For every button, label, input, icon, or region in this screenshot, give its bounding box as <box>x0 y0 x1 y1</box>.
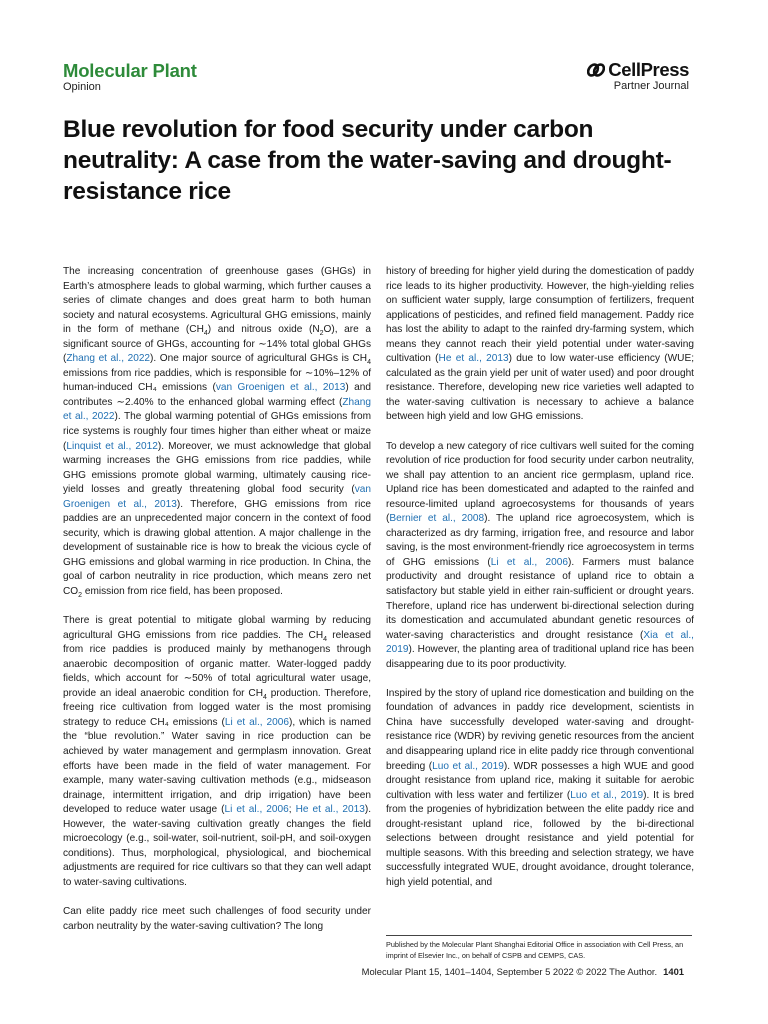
left-column <box>63 265 371 949</box>
text-run: ). The global warming potential of GHGs emissions from rice systems is roughly four times higher than either wheat or maize ( <box>63 411 372 452</box>
body-paragraph <box>63 265 371 600</box>
journal-name: Molecular Plant <box>63 60 197 81</box>
citation-link[interactable]: He et al., 2013 <box>438 353 509 365</box>
publication-footnote: Published by the Molecular Plant Shanghai Editorial Office in association with Cell Press, an imprint of Elsevier Inc., on behalf of CSPB and CEMPS, CAS. <box>386 935 692 961</box>
text-run: ). However, the planting area of traditional upland rice has been disappearing due to its poor productivity. <box>386 644 694 670</box>
subscript: 4 <box>323 635 328 643</box>
citation-link[interactable]: Luo et al., 2019 <box>570 789 644 801</box>
text-run: history of breeding for higher yield during the domestication of paddy rice leads to its higher productivity. However, the high-yielding relies on sufficient water supply, large consumption of fertilizers, frequent applications of pesticides, and refined field management. Paddy rice has lost the ability to adapt to the rainfed dry-farming system, which means they cannot reach their yield potential under water-saving cultivation ( <box>386 266 694 365</box>
cellpress-logo-icon <box>587 62 605 78</box>
text-run: emissions from rice paddies, which is responsible for ∼10%–12% of human-induced CH₄ emissions ( <box>63 367 371 394</box>
body-paragraph <box>386 687 694 891</box>
publisher-logo <box>587 60 689 80</box>
citation-link[interactable]: Li et al., 2006 <box>224 804 289 816</box>
text-run: ). The upland rice agroecosystem, which is characterized as dry farming, irrigation free, and resource and labor saving, is the most environment-friendly rice agroecosystem in terms of GHG emissions ( <box>386 513 695 568</box>
publisher-subtitle: Partner Journal <box>613 80 689 92</box>
text-run: released from rice paddies is produced mainly by methanogens through anaerobic decomposition of organic matter. Water-logged paddy fields, which account for ∼50% of total agricultural water usage, provide an ideal anaerobic condition for CH <box>63 629 371 699</box>
citation-link[interactable]: Zhang et al., 2022 <box>66 353 151 365</box>
citation-link[interactable]: Linquist et al., 2012 <box>66 440 158 452</box>
text-run: ). Farmers must balance productivity and drought resistance of upland rice to obtain a satisfactory but stable yield in either rain-sufficient or drought years. Therefore, upland rice has underwent bi-directional selection during its domestication and accumulated abundant genetic resources of water-saving characteristics and drought resistance ( <box>386 556 695 641</box>
text-run: ) and nitrous oxide (N <box>207 324 320 336</box>
subscript: 4 <box>203 330 208 338</box>
body-paragraph <box>63 614 371 890</box>
text-run: production. Therefore, freeing rice cultivation from logged water is the most promising strategy to reduce CH₄ emissions ( <box>63 687 371 728</box>
subscript: 4 <box>263 693 267 701</box>
citation-link[interactable]: He et al., 2013 <box>295 804 365 816</box>
article-type: Opinion <box>63 81 101 93</box>
publisher-block <box>587 60 689 93</box>
text-run: emission from rice field, has been proposed. <box>82 586 283 598</box>
subscript: 2 <box>319 330 324 338</box>
text-run: To develop a new category of rice cultivars well suited for the coming revolution of rice production for food security under carbon neutrality, we shall pay attention to an ancient rice germplasm, upland rice. Upland rice has been domesticated and adapted to the rainfed and resource-limited upland agroecosystems for thousands of years ( <box>386 440 694 525</box>
citation-link[interactable]: van Groenigen et al., 2013 <box>63 484 371 510</box>
text-run: ), which is named the “blue revolution.” Water saving in rice production can be achieved by water management and germplasm innovation. Great efforts have been made in the field of water management. For example, many water-saving cultivation methods (e.g., midseason drainage, intermittent irrigation, and drip irrigation) have been developed to reduce water usage ( <box>63 716 371 816</box>
text-run: ). It is bred from the progenies of hybridization between the elite paddy rice and drought-resistant upland rice, followed by the bi-directional selections between drought resistance and yield potential for multiple seasons. With this breeding and selection strategy, we have successfully integrated WUE, drought avoidance, drought tolerance, high yield potential, and <box>386 789 694 888</box>
subscript: 4 <box>367 359 371 367</box>
page-number: 1401 <box>663 966 684 977</box>
body-paragraph <box>386 265 694 425</box>
subscript: 2 <box>78 592 83 600</box>
citation-link[interactable]: Bernier et al., 2008 <box>389 513 485 525</box>
citation-link[interactable]: Xia et al., 2019 <box>386 629 694 656</box>
text-run: There is great potential to mitigate global warming by reducing agricultural GHG emissions from rice paddies. The CH <box>63 615 371 641</box>
text-run: O), are a significant source of GHGs, accounting for ∼14% total global GHGs ( <box>63 324 371 365</box>
page-footer <box>362 966 684 977</box>
right-column <box>386 265 694 905</box>
text-run: ). WDR possesses a high WUE and good drought resistance from upland rice, making it suitable for aerobic cultivation with less water and fertilizer ( <box>386 760 695 801</box>
body-paragraph <box>63 905 371 934</box>
citation-link[interactable]: Luo et al., 2019 <box>432 760 504 772</box>
publisher-name: CellPress <box>608 59 689 80</box>
citation-link[interactable]: van Groenigen et al., 2013 <box>215 382 346 394</box>
citation-link[interactable]: Li et al., 2006 <box>224 716 289 728</box>
body-paragraph <box>386 440 694 673</box>
text-run: ; <box>288 804 296 816</box>
text-run: ) due to low water-use efficiency (WUE; calculated as the grain yield per unit of water used) and poor drought resistance. Therefore, developing new rice varieties well adapted to the water-saving cultivation is necessary to achieve a balance between high yield and low GHG emissions. <box>386 353 694 423</box>
text-run: ). One major source of agricultural GHGs is CH <box>150 353 368 365</box>
text-run: ) and contributes ∼2.40% to the enhanced global warming effect ( <box>63 382 372 408</box>
article-title: Blue revolution for food security under carbon neutrality: A case from the water-saving and drought-resistance rice <box>63 116 672 205</box>
text-run: ). Moreover, we must acknowledge that global warming increases the GHG emissions from rice paddies, while GHG emissions promote global warming, ultimately causing rice-yield losses and greatly threatening global food security ( <box>63 440 371 496</box>
text-run: ). Therefore, GHG emissions from rice paddies are an unprecedented major concern in the context of food security, which is drawing global attention. A major challenge in the development of sustainable rice is how to break the vicious cycle of GHG emissions and global warming in rice production. In China, the goal of carbon neutrality in rice production, which means zero net CO <box>63 498 372 598</box>
footer-citation: Molecular Plant 15, 1401–1404, September 5 2022 © 2022 The Author. <box>361 966 658 977</box>
citation-link[interactable]: Zhang et al., 2022 <box>63 396 371 423</box>
text-run: The increasing concentration of greenhouse gases (GHGs) in Earth’s atmosphere leads to global warming, which further causes a series of climate changes and does great harm to both human society and natural ecosystems. Agricultural GHG emissions, mainly in the form of methane (CH <box>63 266 371 336</box>
text-run: Inspired by the story of upland rice domestication and building on the foundation of advances in paddy rice development, scientists in China have successfully developed water-saving and drought-resistance rice (WDR) by reviving genetic resources from the ancient and disappearing upland rice in elite paddy rice through conventional breeding ( <box>386 687 694 772</box>
text-run: ). However, the water-saving cultivation greatly changes the field microecology (e.g., soil-water, soil-nutrient, soil-pH, and soil-oxygen conditions). Thus, morphological, physiological, and biochemical adjustments are required for rice cultivars so that they can well adapt to water-saving cultivations. <box>63 804 372 888</box>
citation-link[interactable]: Li et al., 2006 <box>490 556 568 568</box>
text-run: Can elite paddy rice meet such challenges of food security under carbon neutrality by the water-saving cultivation? The long <box>63 905 371 932</box>
